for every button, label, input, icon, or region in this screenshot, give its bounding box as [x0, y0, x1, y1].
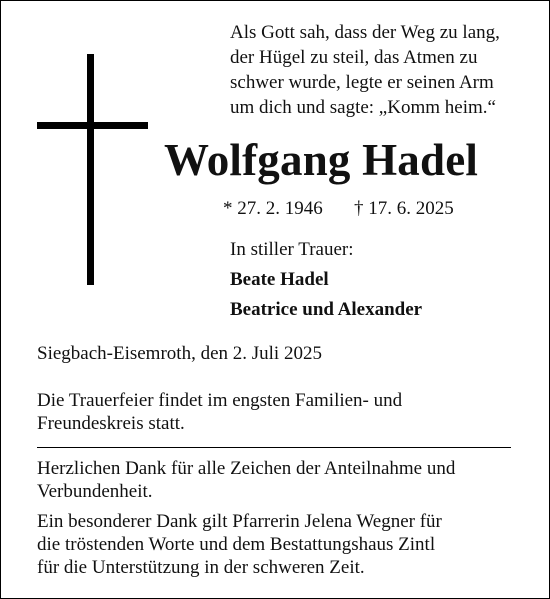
special-thanks-line: für die Unterstützung in der schweren Zeit.	[37, 557, 365, 578]
deceased-name: Wolfgang Hadel	[164, 135, 479, 185]
life-dates	[223, 197, 454, 221]
ceremony-line: Die Trauerfeier findet im engsten Familien- und	[37, 390, 403, 411]
cross-horizontal-bar	[37, 122, 148, 129]
mourner-name: Beate Hadel	[230, 269, 329, 290]
death-date: † 17. 6. 2025	[354, 198, 454, 219]
poem-line: der Hügel zu steil, das Atmen zu	[230, 47, 478, 68]
birth-date: * 27. 2. 1946	[223, 198, 323, 219]
divider	[37, 447, 511, 448]
poem-line: schwer wurde, legte er seinen Arm	[230, 72, 494, 93]
poem-line: Als Gott sah, dass der Weg zu lang,	[230, 22, 500, 43]
poem	[230, 20, 530, 120]
thanks-note	[37, 457, 517, 503]
poem-line: um dich und sagte: „Komm heim.“	[230, 97, 496, 118]
special-thanks-line: die tröstenden Worte und dem Bestattungshaus Zintl	[37, 534, 436, 555]
mourning-section	[230, 235, 422, 325]
ceremony-note	[37, 389, 517, 435]
thanks-line: Herzlichen Dank für alle Zeichen der Anteilnahme und	[37, 458, 456, 479]
ceremony-line: Freundeskreis statt.	[37, 413, 185, 434]
mourning-intro: In stiller Trauer:	[230, 239, 354, 260]
cross-vertical-bar	[87, 54, 94, 285]
mourner-name: Beatrice und Alexander	[230, 299, 423, 320]
special-thanks-note	[37, 510, 517, 579]
thanks-line: Verbundenheit.	[37, 481, 153, 502]
place-and-date: Siegbach-Eisemroth, den 2. Juli 2025	[37, 343, 322, 364]
special-thanks-line: Ein besonderer Dank gilt Pfarrerin Jelena Wegner für	[37, 511, 442, 532]
